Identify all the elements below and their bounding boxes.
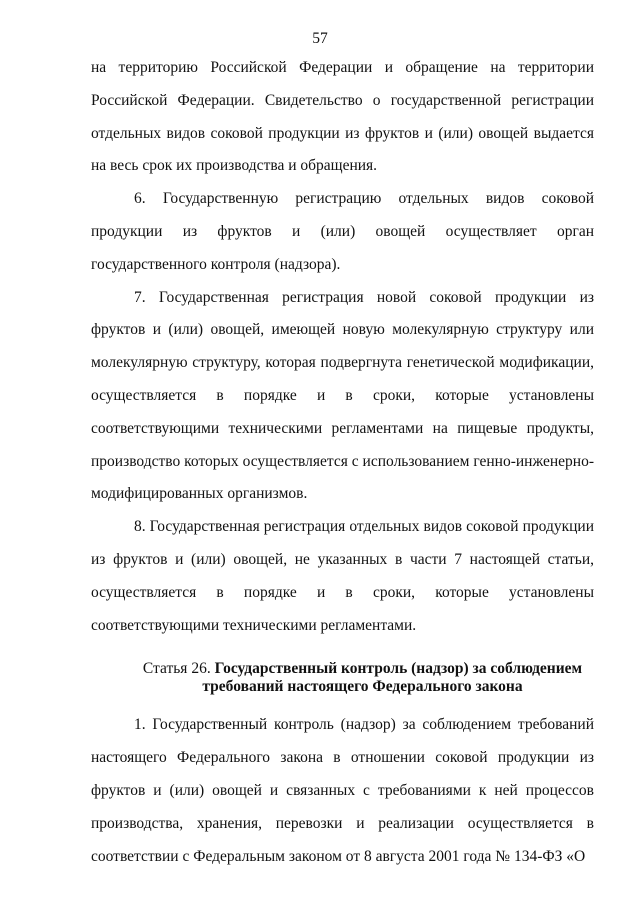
article-title-line1: Государственный контроль (надзор) за соблюдением bbox=[214, 660, 583, 678]
article-number: Статья 26. bbox=[142, 660, 211, 678]
paragraph-6: 6. Государственную регистрацию отдельных видов соковой продукции из фруктов и (или) овощей осуществляет орган государственного контроля (надзора). bbox=[91, 190, 594, 273]
paragraph-8: 8. Государственная регистрация отдельных видов соковой продукции из фруктов и (или) овощей, не указанных в части 7 настоящей статьи, осуществляется в порядке и в сроки, которые установлены соответствующими техническими регламентами. bbox=[91, 518, 594, 634]
paragraph-article-26-1: 1. Государственный контроль (надзор) за соблюдением требований настоящего Федерального закона в отношении соковой продукции из фруктов и (или) овощей и связанных с требованиями к ней процессов производства, хранения, перевозки и реализации осуществляется в соответствии с Федеральным законом от 8 августа 2001 года № 134-ФЗ «О bbox=[91, 716, 594, 865]
article-heading bbox=[91, 660, 594, 696]
document-body bbox=[91, 52, 594, 873]
page-number: 57 bbox=[312, 30, 328, 47]
paragraph-7: 7. Государственная регистрация новой соковой продукции из фруктов и (или) овощей, имеющей новую молекулярную структуру или молекулярную структуру, которая подвергнута генетической модификации, осуществляется в порядке и в сроки, которые установлены соответствующими техническими регламентами на пищевые продукты, производство которых осуществляется с использованием генно-инженерно-модифицированных организмов. bbox=[91, 288, 594, 503]
article-title-line2: требований настоящего Федерального закона bbox=[202, 678, 523, 696]
paragraph-continuation: на территорию Российской Федерации и обращение на территории Российской Федерации. Свидетельство о государственной регистрации отдельных видов соковой продукции из фруктов и (или) овощей выдается на весь срок их производства и обращения. bbox=[91, 59, 594, 175]
